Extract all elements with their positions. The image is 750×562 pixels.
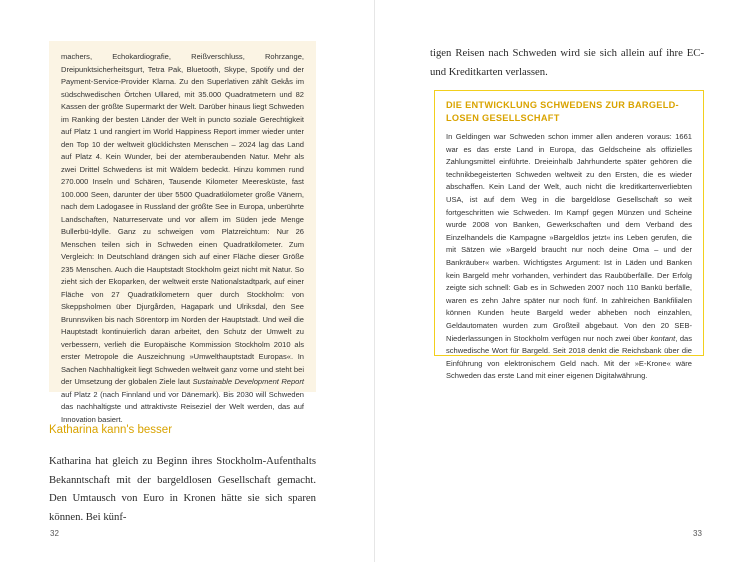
body-paragraph-continued: tigen Reisen nach Schweden wird sie sich allein auf ihre EC- und Kreditkarten verlassen.: [430, 47, 704, 78]
info-box-title: [446, 99, 692, 125]
section-heading: Katharina kann's besser: [49, 424, 173, 436]
info-box-body: In Geldingen war Schweden schon immer allen anderen voraus: 1661 war es das erste Land in Europa, das Geldscheine als offizielles Zahlungsmittel einführte. Dreieinhalb Jahrhunderte später gehören die technikbegeisterten Schweden weltweit zu den Ersten, die es wieder abschaffen. Kein Land der Welt, auch nicht die kreditkartenverliebten USA, ist auf dem Weg in die bargeldlose Gesellschaft so weit fortgeschritten wie Schweden. Im Kampf gegen Münzen und Scheine wurde 2008 von Banken, Gewerkschaften und dem Verband des Einzelhandels die Kampagne »Bargeldlos jetzt« ins Leben gerufen, die mit Sätzen wie »Bargeld braucht nur noch deine Oma – und der Bankräuber« warben. Wichtigstes Argument: Ist in Läden und Banken kein Bargeld mehr vorhanden, verhindert das Raubüberfälle. Der Erfolg zeigte sich schnell: Gab es in Schweden 2007 noch 110 Bankü berfälle, waren es zehn Jahre später nur noch fünf. In zahlreichen Bankfilialen können Kunden heute Bargeld weder abheben noch einzahlen, Geldautomaten wurden zum Großteil abgebaut. Von den 20 SEB-Niederlassungen in Stockholm verfügen nur noch zwei über kontant, das schwedische Wort für Bargeld. Seit 2018 denkt die Reichsbank über die Einführung von elektronischem Geld nach. Mit der »E-Krone« wäre Schweden das erste Land mit einer eigenen Digitalwährung.: [446, 132, 692, 381]
book-gutter: [374, 0, 375, 562]
body-paragraph: Katharina hat gleich zu Beginn ihres Stockholm-Aufenthalts Bekanntschaft mit der bargeldlosen Gesellschaft gemacht. Den Umtausch von Euro in Kronen hätte sie sich sparen können. Bei künf-: [49, 455, 316, 523]
body-text-left: [49, 452, 316, 526]
page-number-left: 32: [50, 529, 59, 538]
page-number-right: 33: [693, 529, 702, 538]
info-box-title-line2: LOSEN GESELLSCHAFT: [446, 113, 560, 123]
info-box-text: machers, Echokardiografie, Reißverschluss, Rohrzange, Dreipunktsicherheitsgurt, Tetra Pak, Bluetooth, Skype, Spotify und der Payment-Service-Provider Klarna. Zu den Superlativen zählt Gekås im südschwedischen Örtchen Ullared, mit 35.000 Quadratmetern und 82 Kassen der größte Supermarkt der Welt. Darüber hinaus liegt Schweden im Ranking der besten Länder der Welt in puncto soziale Gerechtigkeit auf Platz 1 und rangiert im World Happiness Report immer wieder unter den Top 10 der weltweit glücklichsten Menschen – 2024 lag das Land auf Platz 4. Kein Wunder, bei der atemberaubenden Natur. Mehr als zwei Drittel Schwedens ist mit Wäldern bedeckt. Hinzu kommen rund 270.000 Inseln und Schären, Tausende Kilometer Meeresküste, fast 100.000 Seen, darunter der über 5500 Quadratkilometer große Vänern, nach dem Ladogasee in Russland der größte See in Europa, unberührte Landschaften, Naturreservate und vor allem im Süden jede Menge Bullerbü-Idylle. Ganz zu schweigen vom Platzreichtum: Nur 26 Menschen teilen sich in Schweden einen Quadratkilometer. Zum Vergleich: In Deutschland drängen sich auf einer Fläche dieser Größe 235 Menschen. Auch die Hauptstadt Stockholm geizt nicht mit Natur. So zieht sich der Ekoparken, der weltweit erste Nationalstadtpark, auf einer Fläche von 27 Quadratkilometern quer durch Stockholm: von Skeppsholmen über Djurgården, Hagapark und Ulriksdal, den See Brunnsviken bis nach Sörentorp im Norden der Hauptstadt. Und weil die Hauptstadt kontinuierlich daran arbeitet, den Schutz der Umwelt zu verbessern, verlieh die Europäische Kommission Stockholm 2010 als erster Metropole die Auszeichnung »Umwelthauptstadt Europas«. In Sachen Nachhaltigkeit liegt Schweden weltweit ganz vorne und steht bei der Umsetzung der globalen Ziele laut Sustainable Development Report auf Platz 2 (nach Finnland und vor Dänemark). Bis 2030 will Schweden das nachhaltigste und attraktivste Reiseziel der Welt werden, das auf Innovation basiert.: [61, 52, 304, 424]
body-text-right: [430, 44, 704, 81]
info-box-cashless-society: [434, 90, 704, 381]
info-box-sweden-facts: [49, 41, 316, 424]
info-box-title-line1: DIE ENTWICKLUNG SCHWEDENS ZUR BARGELD-: [446, 100, 679, 110]
